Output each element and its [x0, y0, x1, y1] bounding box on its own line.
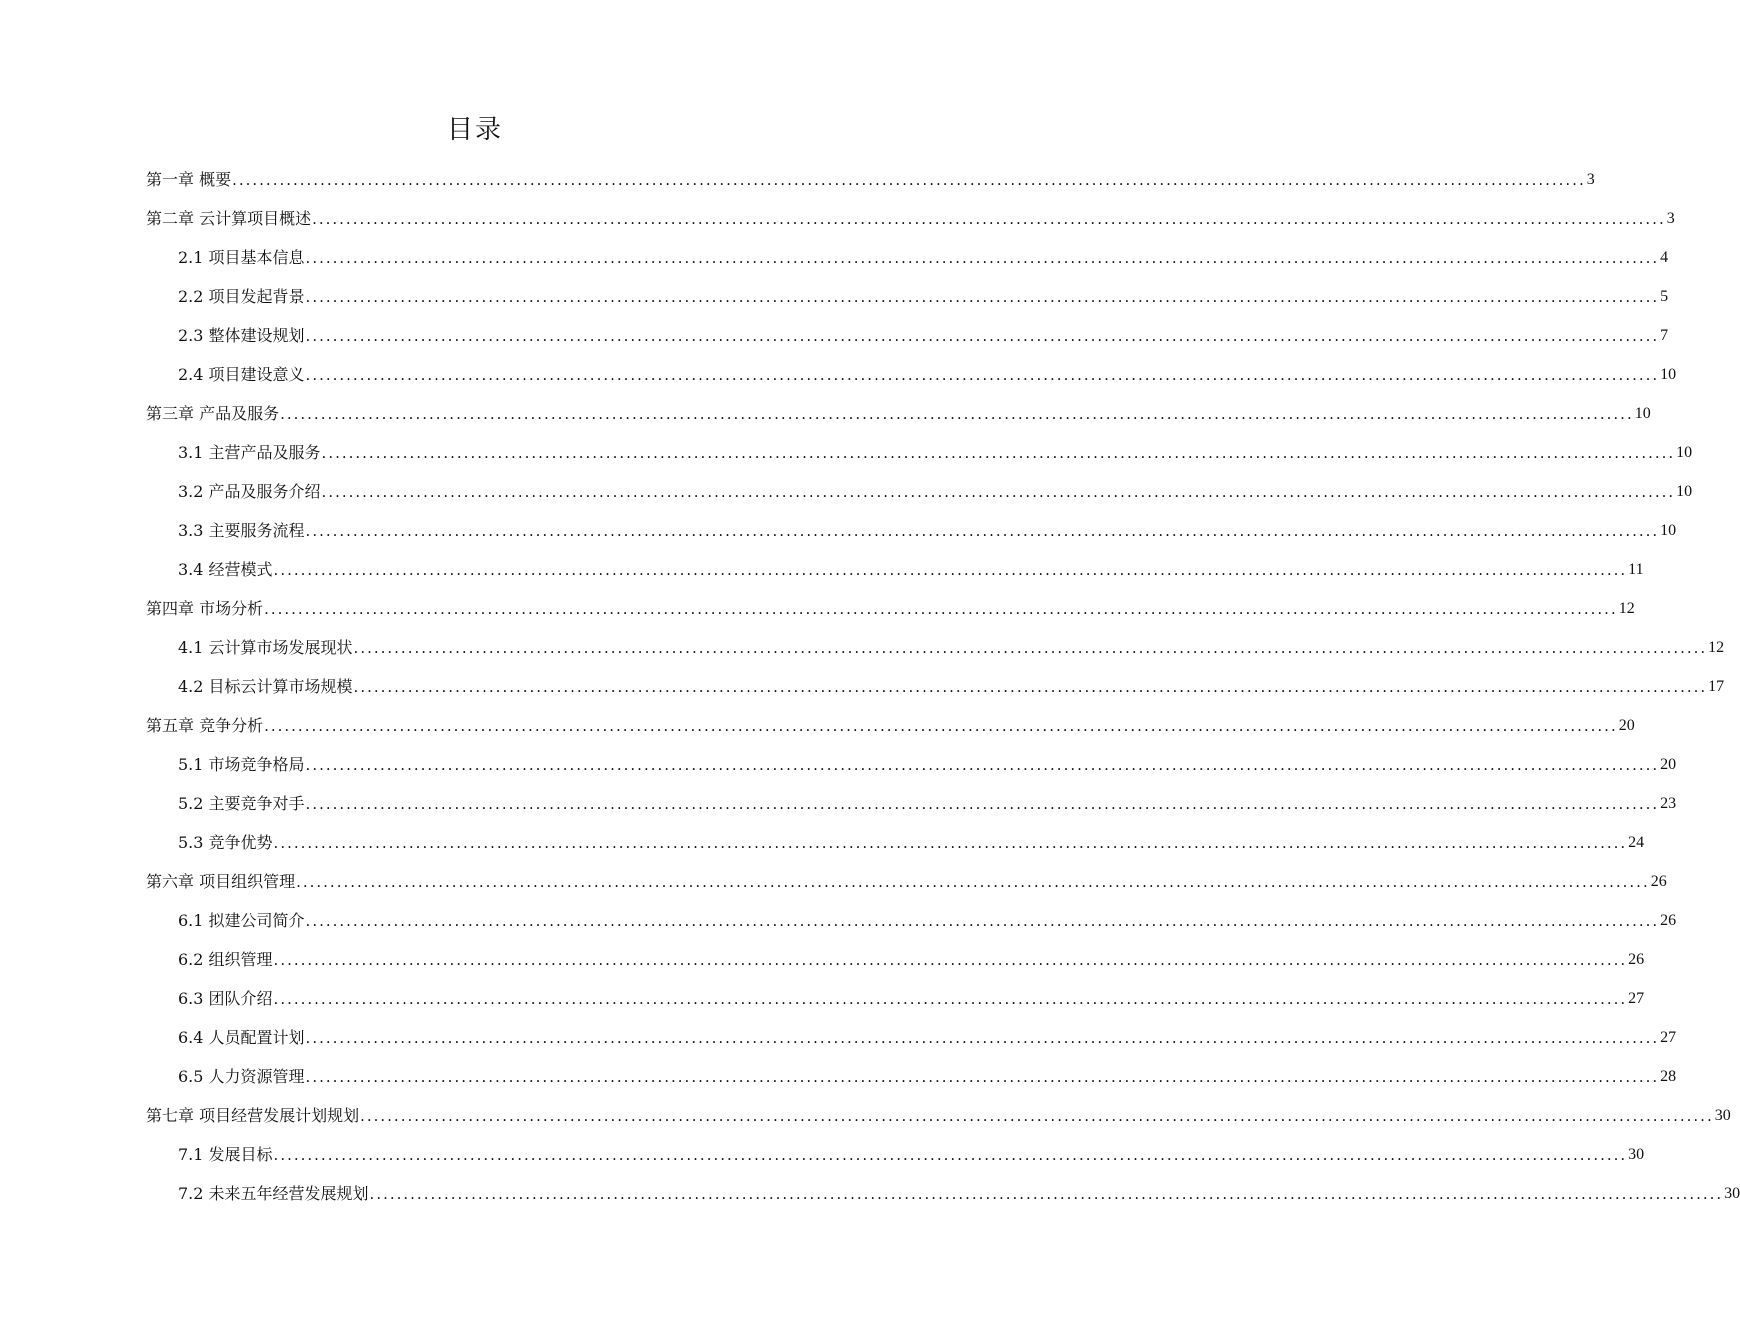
toc-title: 目录 [446, 115, 503, 145]
toc-dot-leader: ........................................................................................................................................................................................................ [305, 1029, 1660, 1047]
toc-page-number: 5 [1660, 288, 1669, 305]
toc-section-entry[interactable] [178, 1140, 1645, 1166]
toc-dot-leader: ........................................................................................................................................................................................................ [273, 951, 1628, 969]
toc-page-number: 3 [1666, 210, 1675, 227]
toc-section-entry[interactable] [178, 1062, 1677, 1088]
toc-chapter-entry[interactable] [146, 165, 1595, 191]
toc-section-entry[interactable] [178, 243, 1669, 269]
toc-dot-leader: ........................................................................................................................................................................................................ [305, 288, 1660, 306]
toc-page-number: 26 [1660, 912, 1677, 929]
toc-page-number: 27 [1628, 990, 1645, 1007]
toc-chapter-entry[interactable] [146, 867, 1667, 893]
toc-page-number: 10 [1634, 405, 1651, 422]
toc-page-number: 12 [1708, 639, 1725, 656]
toc-section-entry[interactable] [178, 906, 1677, 932]
toc-dot-leader: ........................................................................................................................................................................................................ [321, 444, 1676, 462]
toc-dot-leader: ........................................................................................................................................................................................................ [353, 639, 1708, 657]
toc-entry-title: 6.1 拟建公司简介 [178, 911, 305, 930]
toc-section-entry[interactable] [178, 1023, 1677, 1049]
toc-dot-leader: ........................................................................................................................................................................................................ [273, 1146, 1628, 1164]
toc-dot-leader: ........................................................................................................................................................................................................ [273, 990, 1628, 1008]
toc-page-number: 10 [1660, 366, 1677, 383]
toc-dot-leader: ........................................................................................................................................................................................................ [264, 600, 1618, 618]
toc-entry-title: 第六章 项目组织管理 [146, 872, 296, 891]
toc-entry-title: 3.2 产品及服务介绍 [178, 482, 321, 501]
toc-dot-leader: ........................................................................................................................................................................................................ [264, 717, 1618, 735]
toc-dot-leader: ........................................................................................................................................................................................................ [305, 249, 1660, 267]
toc-chapter-entry[interactable] [146, 204, 1675, 230]
toc-entry-title: 2.1 项目基本信息 [178, 248, 305, 267]
toc-dot-leader: ........................................................................................................................................................................................................ [305, 756, 1660, 774]
toc-chapter-entry[interactable] [146, 399, 1651, 425]
toc-section-entry[interactable] [178, 672, 1725, 698]
toc-page-number: 17 [1708, 678, 1725, 695]
toc-entry-title: 4.2 目标云计算市场规模 [178, 677, 353, 696]
toc-page-number: 4 [1660, 249, 1669, 266]
toc-page-number: 7 [1660, 327, 1669, 344]
toc-dot-leader: ........................................................................................................................................................................................................ [369, 1185, 1724, 1203]
toc-page-number: 20 [1618, 717, 1635, 734]
toc-section-entry[interactable] [178, 516, 1677, 542]
toc-page-number: 10 [1660, 522, 1677, 539]
toc-page-number: 27 [1660, 1029, 1677, 1046]
toc-entry-title: 2.4 项目建设意义 [178, 365, 305, 384]
toc-dot-leader: ........................................................................................................................................................................................................ [305, 912, 1660, 930]
toc-dot-leader: ........................................................................................................................................................................................................ [353, 678, 1708, 696]
toc-entry-title: 第三章 产品及服务 [146, 404, 280, 423]
toc-dot-leader: ........................................................................................................................................................................................................ [273, 561, 1628, 579]
toc-dot-leader: ........................................................................................................................................................................................................ [305, 1068, 1660, 1086]
toc-entry-title: 6.4 人员配置计划 [178, 1028, 305, 1047]
toc-chapter-entry[interactable] [146, 594, 1635, 620]
toc-section-entry[interactable] [178, 321, 1669, 347]
toc-entry-title: 6.2 组织管理 [178, 950, 273, 969]
toc-page-number: 30 [1628, 1146, 1645, 1163]
toc-entry-title: 2.3 整体建设规划 [178, 326, 305, 345]
toc-page-number: 10 [1676, 483, 1693, 500]
toc-section-entry[interactable] [178, 633, 1725, 659]
toc-chapter-entry[interactable] [146, 1101, 1731, 1127]
toc-section-entry[interactable] [178, 789, 1677, 815]
toc-page-number: 24 [1628, 834, 1645, 851]
toc-page-number: 11 [1628, 561, 1644, 578]
toc-entry-title: 5.1 市场竞争格局 [178, 755, 305, 774]
toc-page-number: 30 [1724, 1185, 1740, 1202]
toc-section-entry[interactable] [178, 555, 1644, 581]
toc-page-number: 12 [1618, 600, 1635, 617]
toc-dot-leader: ........................................................................................................................................................................................................ [280, 405, 1634, 423]
toc-section-entry[interactable] [178, 828, 1645, 854]
toc-section-entry[interactable] [178, 438, 1693, 464]
toc-dot-leader: ........................................................................................................................................................................................................ [305, 522, 1660, 540]
toc-dot-leader: ........................................................................................................................................................................................................ [305, 327, 1660, 345]
toc-section-entry[interactable] [178, 477, 1693, 503]
toc-page-number: 20 [1660, 756, 1677, 773]
toc-entry-title: 5.2 主要竞争对手 [178, 794, 305, 813]
toc-section-entry[interactable] [178, 750, 1677, 776]
toc-entry-title: 第四章 市场分析 [146, 599, 264, 618]
toc-page-number: 28 [1660, 1068, 1677, 1085]
toc-page-number: 30 [1714, 1107, 1731, 1124]
toc-dot-leader: ........................................................................................................................................................................................................ [321, 483, 1676, 501]
toc-entry-title: 7.1 发展目标 [178, 1145, 273, 1164]
toc-page-number: 23 [1660, 795, 1677, 812]
toc-section-entry[interactable] [178, 1179, 1740, 1205]
toc-entry-title: 3.1 主营产品及服务 [178, 443, 321, 462]
toc-section-entry[interactable] [178, 360, 1677, 386]
toc-section-entry[interactable] [178, 945, 1645, 971]
toc-entry-title: 第二章 云计算项目概述 [146, 209, 312, 228]
toc-dot-leader: ........................................................................................................................................................................................................ [273, 834, 1628, 852]
toc-page-number: 26 [1628, 951, 1645, 968]
toc-dot-leader: ........................................................................................................................................................................................................ [296, 873, 1650, 891]
toc-entry-title: 第七章 项目经营发展计划规划 [146, 1106, 360, 1125]
toc-entry-title: 6.5 人力资源管理 [178, 1067, 305, 1086]
toc-chapter-entry[interactable] [146, 711, 1635, 737]
toc-page-number: 10 [1676, 444, 1693, 461]
toc-entry-title: 7.2 未来五年经营发展规划 [178, 1184, 369, 1203]
toc-dot-leader: ........................................................................................................................................................................................................ [305, 366, 1660, 384]
toc-dot-leader: ........................................................................................................................................................................................................ [360, 1107, 1714, 1125]
toc-entry-title: 2.2 项目发起背景 [178, 287, 305, 306]
toc-entry-title: 5.3 竞争优势 [178, 833, 273, 852]
toc-entry-title: 3.3 主要服务流程 [178, 521, 305, 540]
toc-dot-leader: ........................................................................................................................................................................................................ [232, 171, 1586, 189]
toc-entry-title: 6.3 团队介绍 [178, 989, 273, 1008]
toc-dot-leader: ........................................................................................................................................................................................................ [305, 795, 1660, 813]
toc-section-entry[interactable] [178, 984, 1645, 1010]
toc-section-entry[interactable] [178, 282, 1669, 308]
toc-entry-title: 4.1 云计算市场发展现状 [178, 638, 353, 657]
toc-entry-title: 第一章 概要 [146, 170, 232, 189]
toc-dot-leader: ........................................................................................................................................................................................................ [312, 210, 1666, 228]
toc-page-number: 26 [1650, 873, 1667, 890]
toc-page-number: 3 [1586, 171, 1595, 188]
toc-entry-title: 第五章 竞争分析 [146, 716, 264, 735]
toc-entry-title: 3.4 经营模式 [178, 560, 273, 579]
